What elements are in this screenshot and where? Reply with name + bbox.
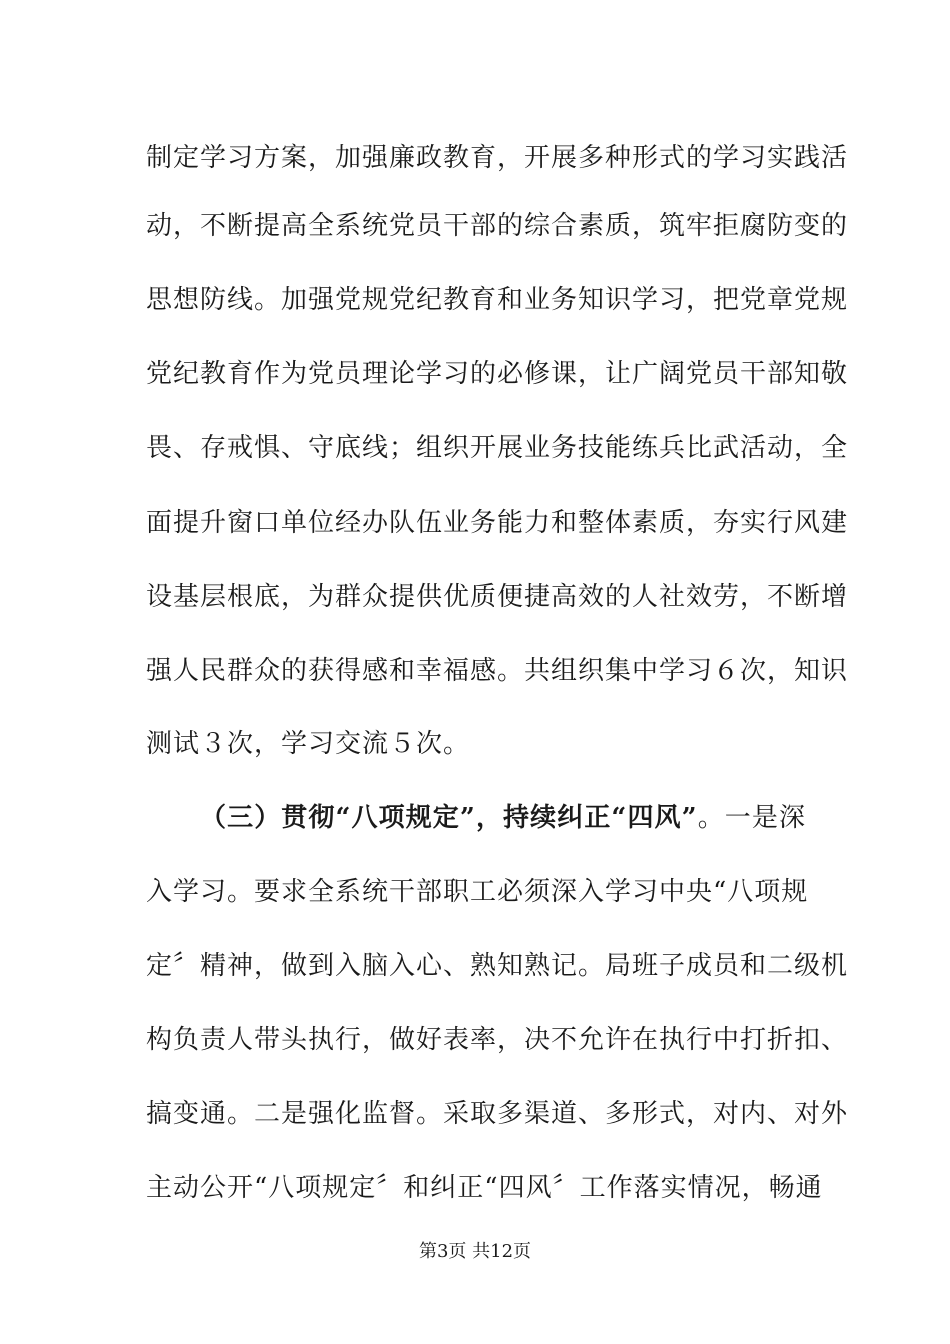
paragraph-line: 设基层根底，为群众提供优质便捷高效的人社效劳，不断增 [146,582,849,612]
paragraph-line: 测试３次，学习交流５次。 [146,729,471,759]
paragraph-line: 面提升窗口单位经办队伍业务能力和整体素质，夯实行风建 [146,508,849,538]
paragraph-line: 构负责人带头执行，做好表率，决不允许在执行中打折扣、 [146,1025,849,1055]
section-heading-line [200,798,806,838]
paragraph-line: 搞变通。二是强化监督。采取多渠道、多形式，对内、对外 [146,1099,849,1129]
section-heading: （三）贯彻“八项规定”，持续纠正“四风” [200,803,698,833]
page-number-footer: 第3页 共12页 [418,1241,532,1262]
paragraph-line: 制定学习方案，加强廉政教育，开展多种形式的学习实践活 [146,143,849,173]
paragraph-line: 思想防线。加强党规党纪教育和业务知识学习，把党章党规 [146,285,849,315]
paragraph-line: 强人民群众的获得感和幸福感。共组织集中学习６次，知识 [146,656,849,686]
paragraph-line: 入学习。要求全系统干部职工必须深入学习中央“八项规 [146,877,809,907]
paragraph-line: 党纪教育作为党员理论学习的必修课，让广阔党员干部知敬 [146,359,849,389]
paragraph-line: 主动公开“八项规定〞和纠正“四风〞工作落实情况，畅通 [146,1173,823,1203]
paragraph-line: 动，不断提高全系统党员干部的综合素质，筑牢拒腐防变的 [146,211,849,241]
section-heading-tail: 。一是深 [697,803,806,833]
paragraph-line: 畏、存戒惧、守底线；组织开展业务技能练兵比武活动，全 [146,433,849,463]
paragraph-line: 定〞精神，做到入脑入心、熟知熟记。局班子成员和二级机 [146,951,849,981]
